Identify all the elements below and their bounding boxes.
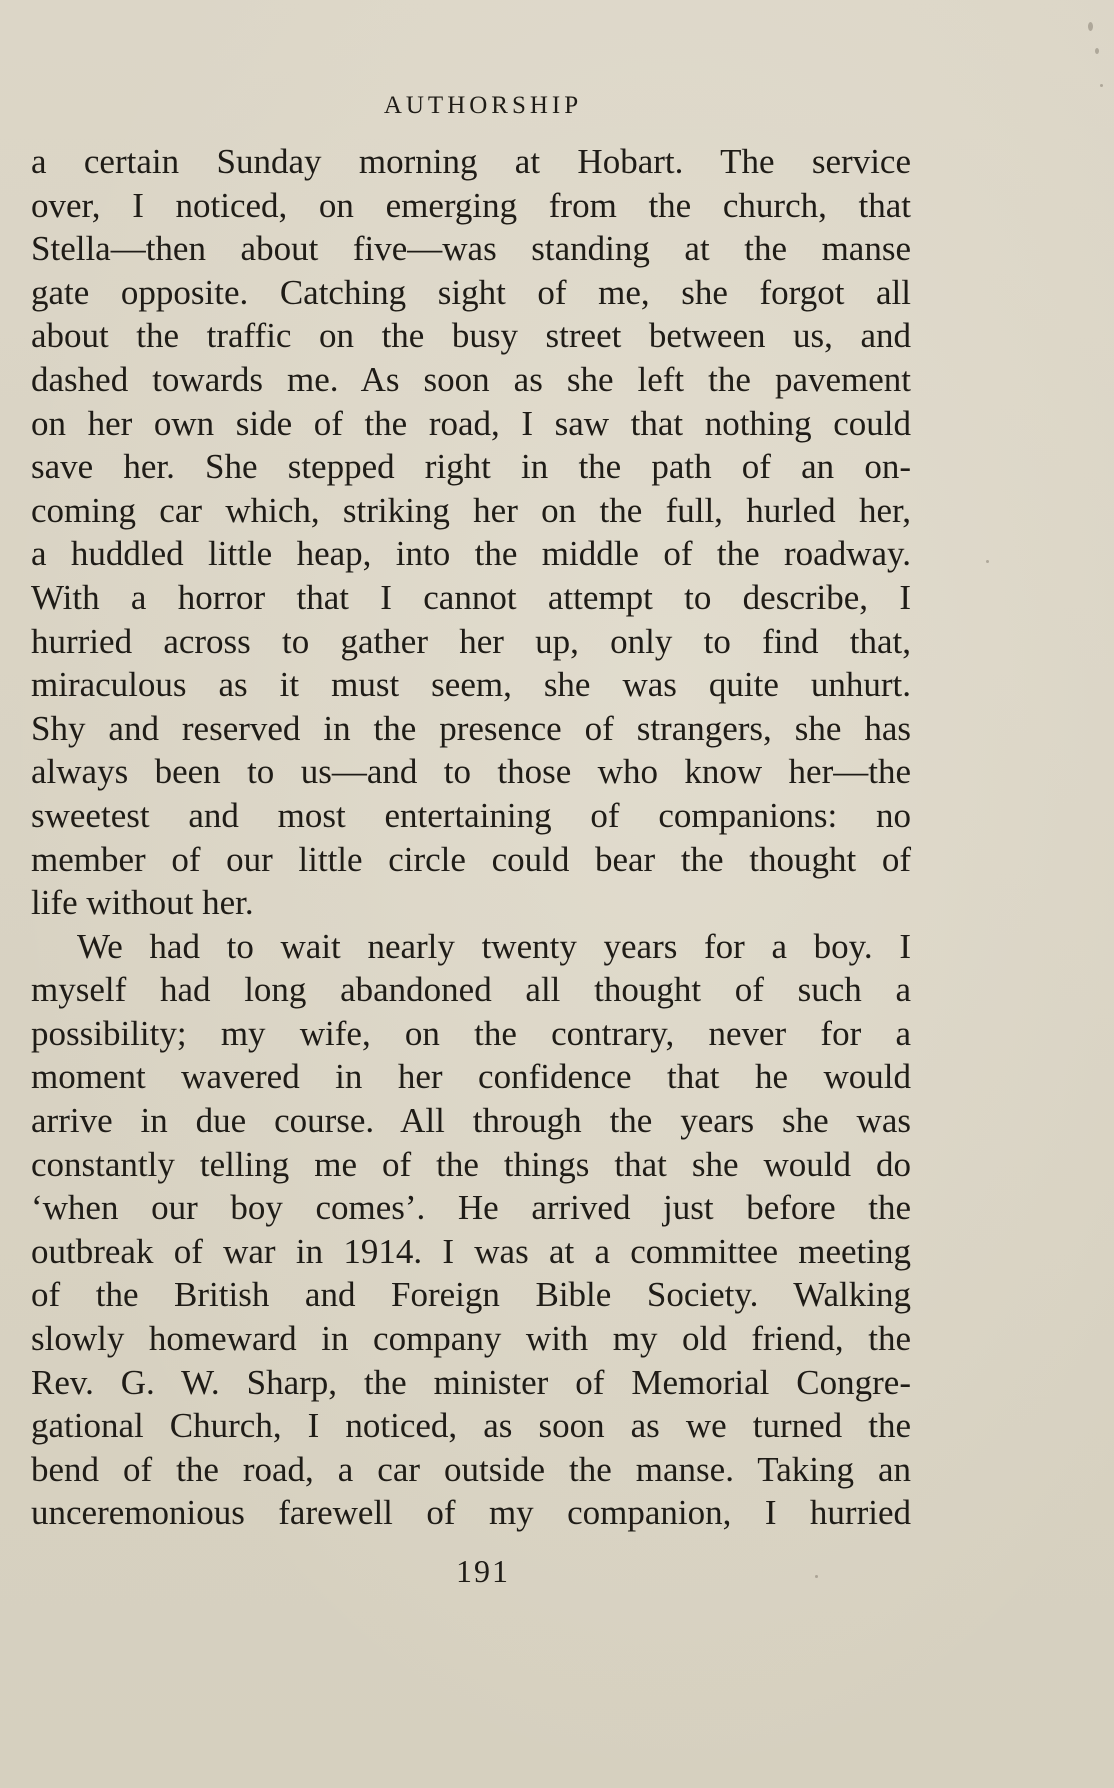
text-line: gate opposite. Catching sight of me, she forgot all [31, 272, 911, 312]
paper-blemish [815, 1575, 818, 1578]
text-line: of the British and Foreign Bible Society. Walking [31, 1275, 911, 1315]
running-head: AUTHORSHIP [383, 92, 583, 119]
text-line: slowly homeward in company with my old friend, the [31, 1319, 911, 1359]
paper-blemish [1100, 84, 1103, 87]
text-line: Shy and reserved in the presence of strangers, she has [31, 708, 911, 748]
text-line: arrive in due course. All through the years she was [31, 1101, 911, 1141]
text-line: hurried across to gather her up, only to find that, [31, 621, 911, 661]
paper-blemish [1088, 22, 1093, 31]
text-line: moment wavered in her confidence that he would [31, 1057, 911, 1097]
text-line: myself had long abandoned all thought of such a [31, 970, 911, 1010]
text-line: ‘when our boy comes’. He arrived just before the [31, 1188, 911, 1228]
text-line: coming car which, striking her on the full, hurled her, [31, 490, 911, 530]
text-line: unceremonious farewell of my companion, I hurried [31, 1493, 911, 1533]
text-line: constantly telling me of the things that she would do [31, 1144, 911, 1184]
paper-blemish [986, 560, 989, 563]
text-line: Rev. G. W. Sharp, the minister of Memorial Congre- [31, 1362, 911, 1402]
text-line: We had to wait nearly twenty years for a boy. I [77, 926, 911, 966]
text-line: dashed towards me. As soon as she left the pavement [31, 359, 911, 399]
text-line: possibility; my wife, on the contrary, never for a [31, 1013, 911, 1053]
text-line: over, I noticed, on emerging from the church, that [31, 185, 911, 225]
text-line: miraculous as it must seem, she was quite unhurt. [31, 665, 911, 705]
text-line: on her own side of the road, I saw that nothing could [31, 403, 911, 443]
paper-blemish [1095, 48, 1099, 54]
text-line: a huddled little heap, into the middle of the roadway. [31, 534, 911, 574]
text-line: outbreak of war in 1914. I was at a committee meeting [31, 1231, 911, 1271]
text-line: Stella—then about five—was standing at the manse [31, 229, 911, 269]
paragraph-2 [31, 925, 911, 1535]
text-line: sweetest and most entertaining of companions: no [31, 795, 911, 835]
text-line: bend of the road, a car outside the manse. Taking an [31, 1449, 911, 1489]
text-line: member of our little circle could bear the thought of [31, 839, 911, 879]
text-line: about the traffic on the busy street between us, and [31, 316, 911, 356]
page-number: 191 [456, 1553, 510, 1589]
text-line: a certain Sunday morning at Hobart. The service [31, 142, 911, 181]
text-line: gational Church, I noticed, as soon as we turned the [31, 1406, 911, 1446]
text-line: With a horror that I cannot attempt to describe, I [31, 577, 911, 617]
text-line: always been to us—and to those who know her—the [31, 752, 911, 792]
text-line: life without her. [31, 883, 254, 923]
paragraph-1 [31, 140, 911, 925]
body-text [31, 140, 911, 1535]
text-line: save her. She stepped right in the path of an on- [31, 447, 911, 487]
